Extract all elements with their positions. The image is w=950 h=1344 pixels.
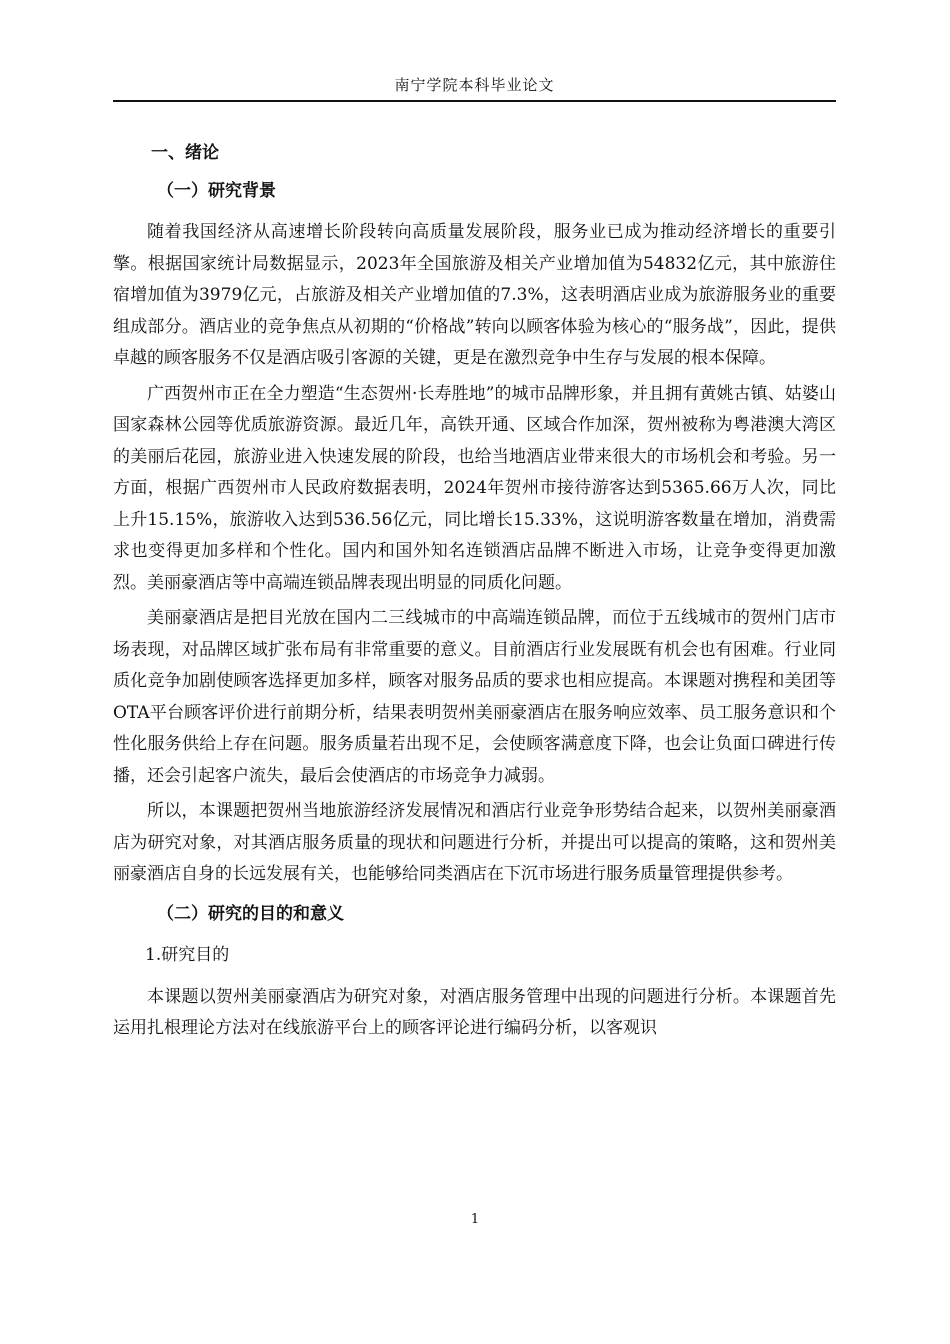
section-heading-purpose: （二）研究的目的和意义 [157,903,344,924]
subsection-heading: 1.研究目的 [145,945,230,965]
chapter-heading: 一、绪论 [151,143,219,163]
paragraph: 美丽豪酒店是把目光放在国内二三线城市的中高端连锁品牌，而位于五线城市的贺州门店市场表现，对品牌区域扩张布局有非常重要的意义。目前酒店行业发展既有机会也有困难。行业同质化竞争加剧使顾客选择更加多样，顾客对服务品质的要求也相应提高。本课题对携程和美团等OTA平台顾客评价进行前期分析，结果表明贺州美丽豪酒店在服务响应效率、员工服务意识和个性化服务供给上存在问题。服务质量若出现不足，会使顾客满意度下降，也会让负面口碑进行传播，还会引起客户流失，最后会使酒店的市场竞争力减弱。 [113,608,836,786]
page-number: 1 [470,1212,480,1227]
paragraph: 本课题以贺州美丽豪酒店为研究对象，对酒店服务管理中出现的问题进行分析。本课题首先运用扎根理论方法对在线旅游平台上的顾客评论进行编码分析，以客观识 [113,986,836,1038]
paragraph: 广西贺州市正在全力塑造“生态贺州·长寿胜地”的城市品牌形象，并且拥有黄姚古镇、姑婆山国家森林公园等优质旅游资源。最近几年，高铁开通、区域合作加深，贺州被称为粤港澳大湾区的美丽后花园，旅游业进入快速发展的阶段，也给当地酒店业带来很大的市场机会和考验。另一方面，根据广西贺州市人民政府数据表明，2024年贺州市接待游客达到5365.66万人次，同比上升15.15%，旅游收入达到536.56亿元，同比增长15.33%，这说明游客数量在增加，消费需求也变得更加多样和个性化。国内和国外知名连锁酒店品牌不断进入市场，让竞争变得更加激烈。美丽豪酒店等中高端连锁品牌表现出明显的同质化问题。 [113,383,836,593]
section-heading-background: （一）研究背景 [157,180,276,201]
paragraph: 随着我国经济从高速增长阶段转向高质量发展阶段，服务业已成为推动经济增长的重要引擎。根据国家统计局数据显示，2023年全国旅游及相关产业增加值为54832亿元，其中旅游住宿增加值为3979亿元，占旅游及相关产业增加值的7.3%，这表明酒店业成为旅游服务业的重要组成部分。酒店业的竞争焦点从初期的“价格战”转向以顾客体验为核心的“服务战”，因此，提供卓越的顾客服务不仅是酒店吸引客源的关键，更是在激烈竞争中生存与发展的根本保障。 [113,222,836,368]
page-header-title: 南宁学院本科毕业论文 [394,76,555,94]
header-divider [113,100,836,102]
paragraph: 所以，本课题把贺州当地旅游经济发展情况和酒店行业竞争形势结合起来，以贺州美丽豪酒店为研究对象，对其酒店服务质量的现状和问题进行分析，并提出可以提高的策略，这和贺州美丽豪酒店自身的长远发展有关，也能够给同类酒店在下沉市场进行服务质量管理提供参考。 [113,801,836,884]
body-content [113,138,836,1049]
